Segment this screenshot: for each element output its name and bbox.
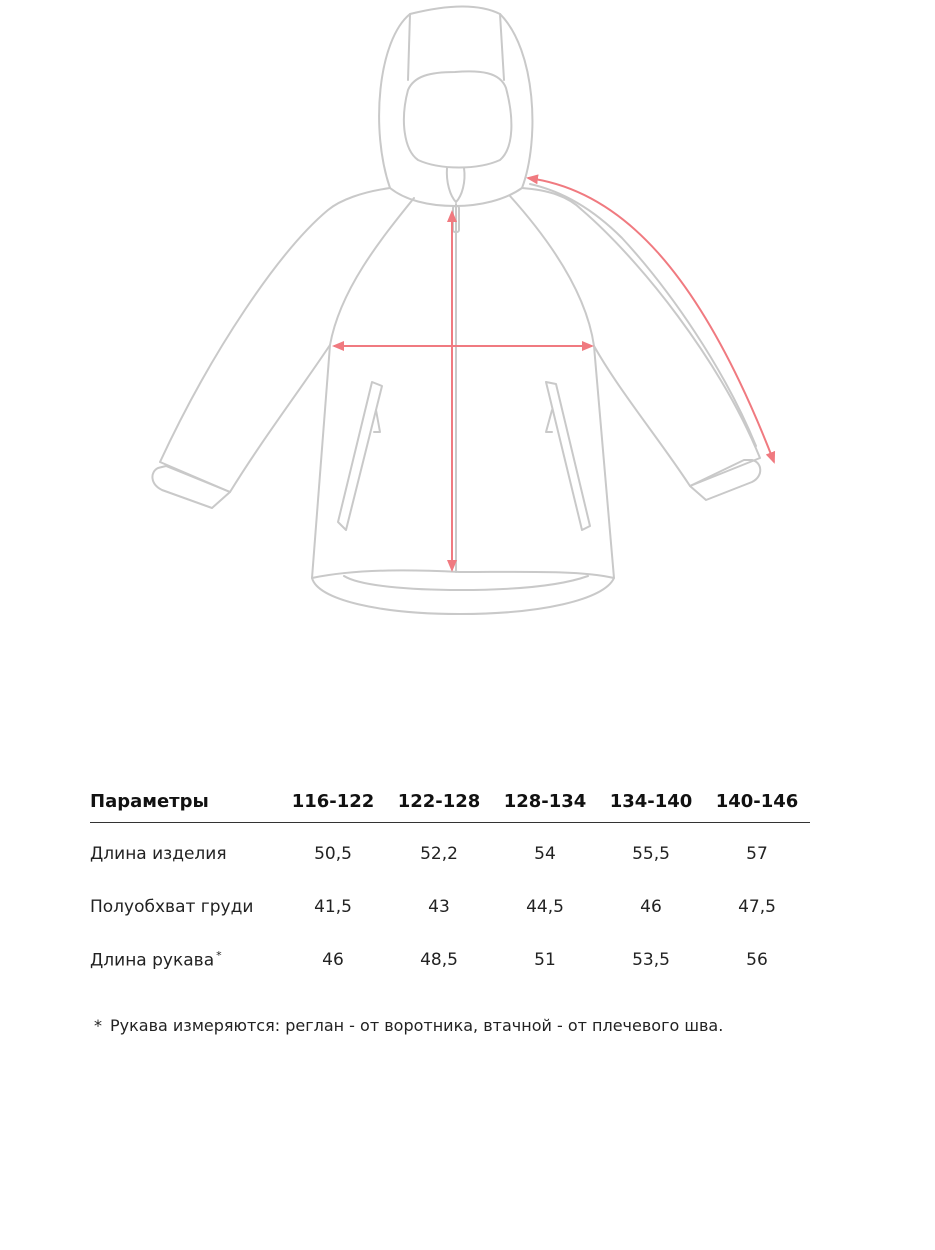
hood-seam [408,14,410,80]
table-cell: 56 [746,949,768,970]
table-cell: 53,5 [632,949,670,970]
row-label [90,933,280,986]
left-cuff [152,466,230,508]
table-cell: 54 [534,843,556,864]
footnote [94,1016,723,1035]
footnote-text: Рукава измеряются: реглан - от воротника, втачной - от плечевого шва. [110,1016,724,1035]
table-row [90,880,810,933]
table-cell: 46 [640,896,662,917]
collar [447,168,465,202]
hem [312,578,614,614]
table-row [90,933,810,986]
table-cell: 55,5 [632,843,670,864]
table-cell: 52,2 [420,843,458,864]
body-outline [312,196,614,578]
header-size: 134-140 [598,780,704,823]
header-size: 122-128 [386,780,492,823]
table-cell: 47,5 [738,896,776,917]
table-header-row [90,780,810,823]
right-pocket [546,382,590,530]
row-label-text: Полуобхват груди [90,896,254,917]
row-label [90,880,280,933]
header-size: 128-134 [492,780,598,823]
footnote-mark: * [216,948,222,962]
right-sleeve [522,188,760,486]
right-sleeve-inner [530,184,756,446]
hood-face-opening [404,71,511,167]
header-parameters: Параметры [90,780,280,823]
right-cuff [690,460,760,500]
header-size: 116-122 [280,780,386,823]
hood-seam [500,14,504,80]
table-cell: 50,5 [314,843,352,864]
table-cell: 46 [322,949,344,970]
header-size: 140-146 [704,780,810,823]
hem-inner [344,576,588,590]
left-pocket [338,382,382,530]
table-cell: 57 [746,843,768,864]
table-row [90,823,810,881]
row-label [90,823,280,881]
table-cell: 44,5 [526,896,564,917]
size-table [90,780,810,986]
table-cell: 48,5 [420,949,458,970]
table-cell: 41,5 [314,896,352,917]
table-cell: 43 [428,896,450,917]
right-pocket-flap [546,410,552,432]
footnote-star: * [94,1016,102,1035]
jacket-outline [152,7,760,615]
row-label-text: Длина изделия [90,843,227,864]
row-label-text: Длина рукава [90,950,215,971]
measurement-arrows [334,178,774,570]
table-cell: 51 [534,949,556,970]
